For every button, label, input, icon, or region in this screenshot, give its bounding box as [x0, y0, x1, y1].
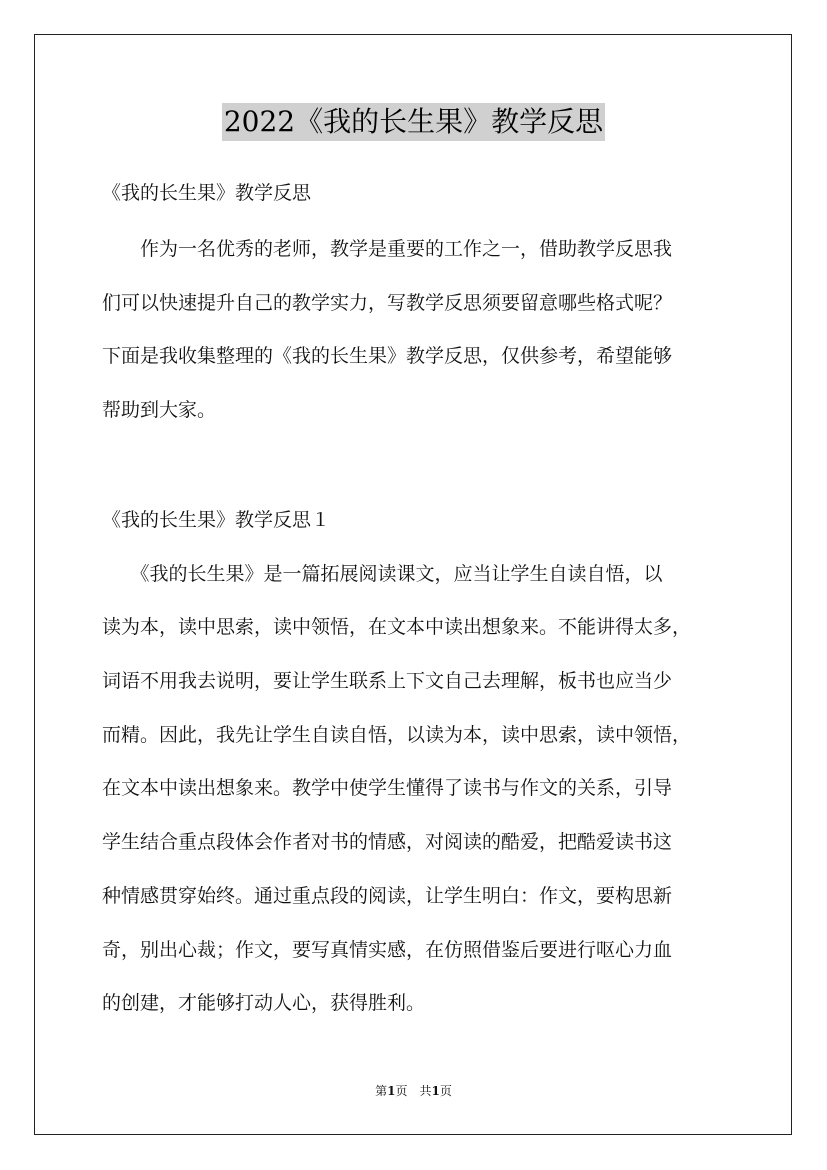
intro-line-2: 们可以快速提升自己的教学实力，写教学反思须要留意哪些格式呢？ — [102, 292, 673, 314]
document-title: 2022《我的长生果》教学反思 — [222, 103, 605, 141]
body-line-2: 读为本，读中思索，读中领悟，在文本中读出想象来。不能讲得太多， — [102, 616, 692, 638]
subtitle: 《我的长生果》教学反思 — [102, 182, 312, 204]
body-line-5: 在文本中读出想象来。教学中使学生懂得了读书与作文的关系，引导 — [102, 777, 673, 799]
body-line-1: 《我的长生果》是一篇拓展阅读课文，应当让学生自读自悟，以 — [102, 563, 663, 585]
intro-line-1: 作为一名优秀的老师，教学是重要的工作之一，借助教学反思我 — [102, 238, 673, 260]
body-line-9: 的创建，才能够打动人心，获得胜利。 — [102, 992, 426, 1014]
footer-total-suffix: 页 — [439, 1084, 452, 1098]
footer-total-pages: 1 — [431, 1084, 440, 1098]
body-line-4: 而精。因此，我先让学生自读自悟，以读为本，读中思索，读中领悟， — [102, 724, 692, 746]
footer-page-suffix: 页 共 — [395, 1084, 432, 1098]
page-footer — [0, 1083, 827, 1099]
body-line-3: 词语不用我去说明，要让学生联系上下文自己去理解，板书也应当少 — [102, 670, 673, 692]
intro-line-3: 下面是我收集整理的《我的长生果》教学反思，仅供参考，希望能够 — [102, 345, 673, 367]
body-line-8: 奇，别出心裁；作文，要写真情实感，在仿照借鉴后要进行呕心力血 — [102, 939, 673, 961]
footer-page-prefix: 第 — [375, 1084, 388, 1098]
title-container — [0, 103, 827, 141]
intro-line-4: 帮助到大家。 — [102, 399, 217, 421]
section-heading: 《我的长生果》教学反思１ — [102, 509, 331, 531]
footer-page-number: 1 — [387, 1084, 396, 1098]
body-line-7: 种情感贯穿始终。通过重点段的阅读，让学生明白：作文，要构思新 — [102, 885, 673, 907]
body-line-6: 学生结合重点段体会作者对书的情感，对阅读的酷爱，把酷爱读书这 — [102, 831, 673, 853]
